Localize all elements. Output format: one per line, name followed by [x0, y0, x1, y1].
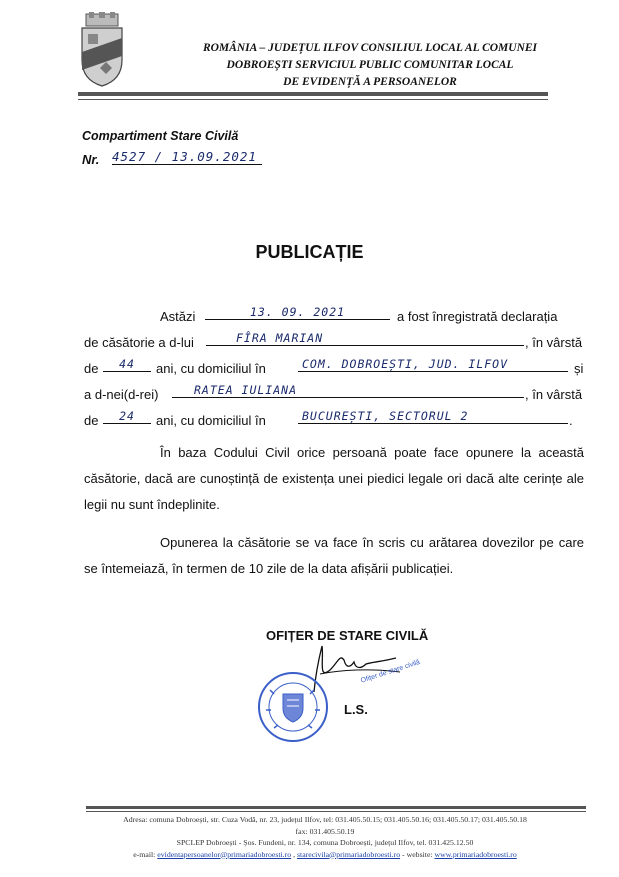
footer-email-link-1[interactable]: evidentapersoanelor@primariadobroesti.ro [157, 849, 292, 859]
label-age-2: , în vârstă [525, 387, 583, 402]
footer-address: Adresa: comuna Dobroești, str. Cuza Vodă, nr. 23, județul Ilfov, tel: 031.405.50.15; 031.405.50.16; 031.405.50.17; 031.405.50.18 [123, 815, 527, 824]
label-astazi: Astăzi [160, 309, 196, 324]
header-rule-thick [78, 92, 548, 96]
wife-age: 24 [103, 409, 151, 424]
label-domicile-2: ani, cu domiciliul în [156, 413, 266, 428]
header-line-2: DOBROEȘTI SERVICIUL PUBLIC COMUNITAR LOCAL [226, 59, 514, 71]
label-de-2: de [84, 413, 99, 428]
label-dot: . [569, 413, 573, 428]
footer-fax: fax: 031.405.50.19 [295, 826, 355, 836]
seal-placeholder-ls: L.S. [344, 702, 368, 717]
label-age-1: , în vârstă [525, 335, 583, 350]
coat-of-arms-logo [78, 12, 126, 88]
institution-header [150, 40, 590, 91]
husband-name: FÎRA MARIAN [206, 331, 524, 346]
footer-rule-thick [86, 806, 586, 809]
footer-separator: , [293, 849, 296, 859]
footer-email-label: e-mail: [133, 849, 156, 859]
footer-website-label: - website: [402, 849, 433, 859]
document-title: PUBLICAȚIE [255, 242, 364, 262]
label-wife: a d-nei(d-rei) [84, 387, 159, 402]
wife-address: BUCUREȘTI, SECTORUL 2 [298, 409, 568, 424]
header-rule-thin [78, 99, 548, 100]
registration-number-value: 4527 / 13.09.2021 [112, 149, 262, 165]
officer-title: OFIȚER DE STARE CIVILĂ [266, 628, 429, 643]
footer-rule-thin [86, 811, 586, 812]
footer-spclep: SPCLEP Dobroești - Șos. Fundeni, nr. 134, comuna Dobroești, județul Ilfov, tel. 031.425.12.50 [176, 838, 474, 847]
label-domicile-1: ani, cu domiciliul în [156, 361, 266, 376]
husband-age: 44 [103, 357, 151, 372]
official-stamp [256, 670, 330, 744]
label-husband: de căsătorie a d-lui [84, 335, 194, 350]
footer-email-link-2[interactable]: starecivila@primariadobroesti.ro [297, 849, 401, 859]
declaration-date: 13. 09. 2021 [205, 305, 390, 320]
label-si: și [574, 361, 584, 376]
department-label: Compartiment Stare Civilă [82, 129, 239, 143]
footer-contact-links [60, 849, 590, 861]
opposition-paragraph-text: În baza Codului Civil orice persoană poate face opunere la această căsătorie, dacă are cunoștință de existența unei piedici legale ori dacă alte cerințe ale legii nu sunt îndeplinite. [84, 445, 584, 512]
procedure-paragraph [84, 530, 584, 582]
husband-address: COM. DOBROEȘTI, JUD. ILFOV [298, 357, 568, 372]
wife-name: RATEA IULIANA [172, 383, 524, 398]
footer-contact [60, 814, 590, 860]
label-registered: a fost înregistrată declarația [397, 309, 558, 324]
footer-website-link[interactable]: www.primariadobroesti.ro [434, 849, 517, 859]
procedure-paragraph-text: Opunerea la căsătorie se va face în scris cu arătarea dovezilor pe care se întemeiază, în termen de 10 zile de la data afișării publicației. [84, 535, 584, 576]
registration-number-label: Nr. [82, 152, 100, 167]
header-line-3: DE EVIDENȚĂ A PERSOANELOR [283, 76, 457, 88]
header-line-1: ROMÂNIA – JUDEȚUL ILFOV CONSILIUL LOCAL AL COMUNEI [202, 42, 538, 54]
stamp-blue-text: Ofițer de stare civilă [360, 658, 421, 685]
opposition-paragraph [84, 440, 584, 518]
label-de-1: de [84, 361, 99, 376]
